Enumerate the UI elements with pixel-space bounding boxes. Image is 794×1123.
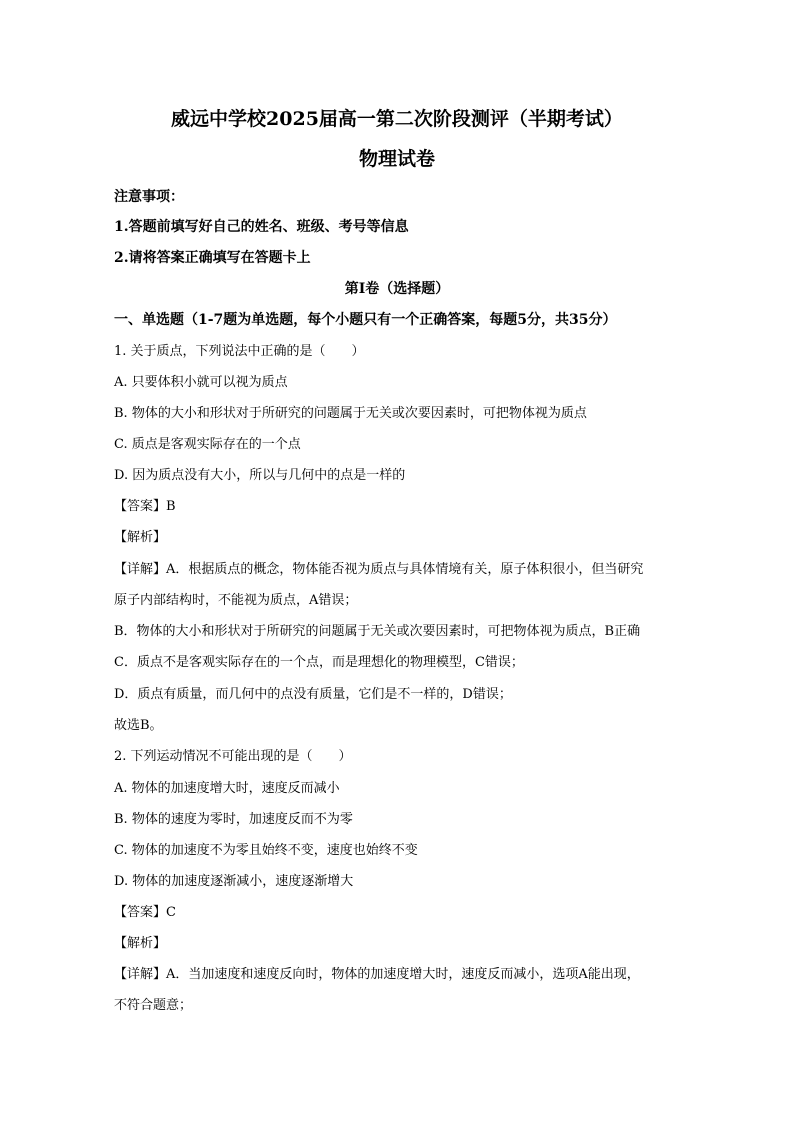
section-title: 一、单选题（1-7题为单选题，每个小题只有一个正确答案，每题5分，共35分）	[114, 312, 617, 328]
question-1-detail-line: C．质点不是客观实际存在的一个点，而是理想化的物理模型，C错误；	[114, 655, 524, 670]
question-1-detail-line: B．物体的大小和形状对于所研究的问题属于无关或次要因素时，可把物体视为质点，B正确	[114, 624, 641, 639]
question-2-detail-line: 不符合题意；	[114, 998, 193, 1013]
question-1-option-b: B. 物体的大小和形状对于所研究的问题属于无关或次要因素时，可把物体视为质点	[114, 406, 587, 421]
question-1-option-d: D. 因为质点没有大小，所以与几何中的点是一样的	[114, 468, 406, 483]
exam-title: 威远中学校2025届高一第二次阶段测评（半期考试）	[171, 108, 623, 130]
notice-item-1: 1.答题前填写好自己的姓名、班级、考号等信息	[114, 219, 409, 235]
question-1-stem: 1. 关于质点，下列说法中正确的是（ ）	[114, 344, 365, 359]
question-2-analysis-label: 【解析】	[114, 936, 167, 951]
question-1-detail-line: 【详解】A．根据质点的概念，物体能否视为质点与具体情境有关，原子体积很小，但当研究	[114, 562, 644, 577]
question-1-detail-line: D．质点有质量，而几何中的点没有质量，它们是不一样的，D错误；	[114, 687, 512, 702]
question-2-stem: 2. 下列运动情况不可能出现的是（ ）	[114, 749, 352, 764]
question-2-option-c: C. 物体的加速度不为零且始终不变，速度也始终不变	[114, 843, 418, 858]
question-1-detail-line: 原子内部结构时，不能视为质点，A错误；	[114, 593, 358, 608]
question-1-answer: 【答案】B	[114, 499, 176, 514]
question-1-option-c: C. 质点是客观实际存在的一个点	[114, 437, 301, 452]
question-2-detail-line: 【详解】A．当加速度和速度反向时，物体的加速度增大时，速度反而减小，选项A能出现，	[114, 967, 640, 982]
notice-heading: 注意事项：	[114, 189, 184, 205]
question-1-analysis-label: 【解析】	[114, 530, 167, 545]
exam-subtitle: 物理试卷	[358, 148, 435, 170]
notice-item-2: 2.请将答案正确填写在答题卡上	[114, 250, 311, 266]
question-2-option-d: D. 物体的加速度逐渐减小，速度逐渐增大	[114, 874, 354, 889]
question-1-detail-line: 故选B。	[114, 718, 163, 733]
question-2-option-a: A. 物体的加速度增大时，速度反而减小	[114, 781, 340, 796]
question-2-answer: 【答案】C	[114, 905, 176, 920]
volume-title: 第I卷（选择题）	[344, 281, 450, 297]
question-1-option-a: A. 只要体积小就可以视为质点	[114, 375, 288, 390]
question-2-option-b: B. 物体的速度为零时，加速度反而不为零	[114, 812, 353, 827]
